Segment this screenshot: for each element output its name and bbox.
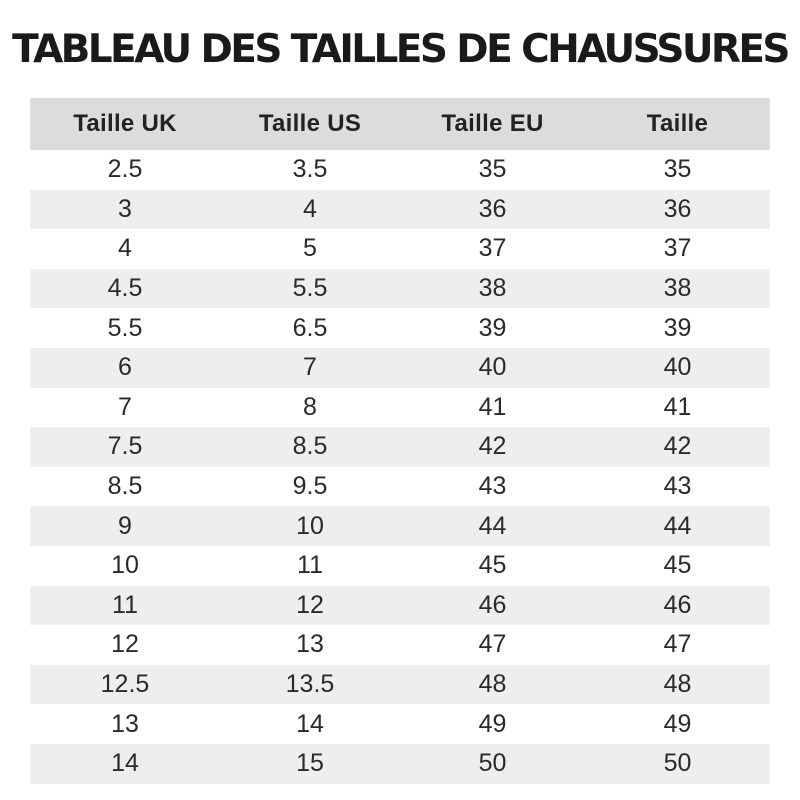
table-row bbox=[30, 744, 770, 784]
cell-eu: 40 bbox=[478, 353, 507, 382]
cell-uk: 9 bbox=[118, 511, 132, 540]
cell-us: 5 bbox=[303, 234, 317, 263]
cell-us: 5.5 bbox=[292, 274, 328, 303]
cell-us: 3.5 bbox=[292, 155, 328, 184]
cell-eu: 38 bbox=[478, 274, 507, 303]
cell-uk: 13 bbox=[111, 709, 139, 738]
table-row bbox=[30, 348, 770, 388]
cell-us: 6.5 bbox=[292, 313, 328, 342]
table-row bbox=[30, 665, 770, 705]
cell-eu: 36 bbox=[478, 194, 507, 223]
cell-eu: 47 bbox=[478, 630, 507, 659]
cell-uk: 7.5 bbox=[107, 432, 143, 461]
cell-size: 49 bbox=[663, 709, 692, 738]
cell-size: 36 bbox=[663, 194, 692, 223]
cell-uk: 3 bbox=[118, 194, 132, 223]
header-size: Taille bbox=[646, 110, 709, 137]
cell-size: 50 bbox=[663, 749, 692, 778]
size-table bbox=[30, 98, 770, 784]
cell-size: 43 bbox=[663, 472, 692, 501]
cell-eu: 49 bbox=[478, 709, 507, 738]
cell-eu: 43 bbox=[478, 472, 507, 501]
cell-us: 12 bbox=[296, 590, 324, 619]
cell-uk: 10 bbox=[111, 551, 139, 580]
cell-us: 7 bbox=[303, 353, 317, 382]
cell-size: 46 bbox=[663, 590, 692, 619]
cell-us: 11 bbox=[297, 551, 323, 580]
cell-uk: 4 bbox=[118, 234, 132, 263]
cell-us: 8.5 bbox=[292, 432, 328, 461]
cell-uk: 4.5 bbox=[107, 274, 143, 303]
cell-eu: 35 bbox=[478, 155, 507, 184]
cell-size: 35 bbox=[663, 155, 692, 184]
table-row bbox=[30, 388, 770, 428]
cell-uk: 12 bbox=[111, 630, 139, 659]
cell-size: 41 bbox=[663, 392, 692, 421]
cell-eu: 48 bbox=[478, 670, 507, 699]
cell-size: 44 bbox=[663, 511, 692, 540]
cell-eu: 45 bbox=[478, 551, 507, 580]
cell-size: 47 bbox=[663, 630, 692, 659]
table-row bbox=[30, 229, 770, 269]
cell-size: 38 bbox=[663, 274, 692, 303]
cell-size: 42 bbox=[663, 432, 692, 461]
cell-uk: 11 bbox=[112, 590, 138, 619]
cell-us: 15 bbox=[296, 749, 324, 778]
cell-size: 40 bbox=[663, 353, 692, 382]
table-row bbox=[30, 467, 770, 507]
cell-size: 45 bbox=[663, 551, 692, 580]
cell-us: 10 bbox=[296, 511, 324, 540]
cell-eu: 42 bbox=[478, 432, 507, 461]
page-title: TABLEAU DES TAILLES DE CHAUSSURES bbox=[12, 27, 788, 72]
table-row bbox=[30, 704, 770, 744]
cell-eu: 46 bbox=[478, 590, 507, 619]
table-row bbox=[30, 586, 770, 626]
cell-eu: 44 bbox=[478, 511, 507, 540]
cell-size: 39 bbox=[663, 313, 692, 342]
cell-uk: 8.5 bbox=[107, 472, 143, 501]
cell-eu: 50 bbox=[478, 749, 507, 778]
table-row bbox=[30, 308, 770, 348]
table-row bbox=[30, 506, 770, 546]
cell-eu: 37 bbox=[478, 234, 507, 263]
table-row bbox=[30, 546, 770, 586]
header-us: Taille US bbox=[258, 110, 362, 137]
cell-uk: 12.5 bbox=[100, 670, 150, 699]
table-row bbox=[30, 427, 770, 467]
cell-size: 37 bbox=[663, 234, 692, 263]
table-row bbox=[30, 150, 770, 190]
cell-size: 48 bbox=[663, 670, 692, 699]
cell-uk: 2.5 bbox=[107, 155, 143, 184]
header-eu: Taille EU bbox=[441, 110, 544, 137]
cell-uk: 5.5 bbox=[107, 313, 143, 342]
cell-uk: 7 bbox=[118, 392, 132, 421]
cell-us: 9.5 bbox=[292, 472, 328, 501]
cell-us: 4 bbox=[303, 194, 317, 223]
header-uk: Taille UK bbox=[73, 110, 177, 137]
table-row bbox=[30, 625, 770, 665]
cell-us: 13.5 bbox=[285, 670, 335, 699]
table-row bbox=[30, 269, 770, 309]
cell-uk: 6 bbox=[118, 353, 132, 382]
cell-eu: 39 bbox=[478, 313, 507, 342]
cell-eu: 41 bbox=[478, 392, 507, 421]
table-header-row bbox=[30, 98, 770, 150]
cell-us: 8 bbox=[303, 392, 317, 421]
table-row bbox=[30, 190, 770, 230]
cell-us: 14 bbox=[296, 709, 324, 738]
cell-uk: 14 bbox=[111, 749, 139, 778]
cell-us: 13 bbox=[296, 630, 324, 659]
